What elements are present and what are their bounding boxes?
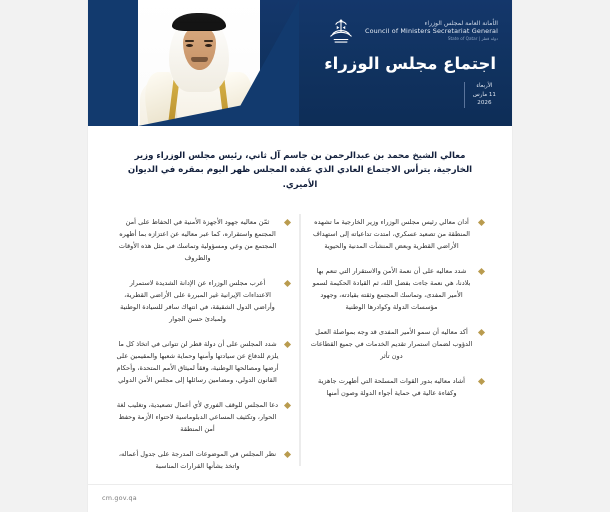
list-item-text: شدد معاليه على أن نعمة الأمن والاستقرار التي تنعم بها بلادنا، هي نعمة جاءت بفضل الله، ثم القيادة الحكيمة لسمو الأمير المفدى، وتماسك المجتمع وثقته بقيادته، وجهود مؤسسات الدولة وكوادرها الوطنية xyxy=(312,266,471,311)
brand-name-arabic: الأمانة العامة لمجلس الوزراء xyxy=(424,20,498,28)
list-item-text: شدد المجلس على أن دولة قطر لن تتوانى في اتخاذ كل ما يلزم للدفاع عن سيادتها وأمنها وحماية شعبها والمقيمين على أرضها ومصالحها الوطنية، وفقاً لميثاق الأمم المتحدة، وأحكام القانون الدولي، ومضامين رسائلها إلى مجلس الأمن الدولي xyxy=(116,339,279,384)
qatar-state-crest-icon xyxy=(324,14,358,48)
header-banner xyxy=(88,0,512,126)
list-item xyxy=(310,216,484,252)
column-divider xyxy=(300,214,301,466)
list-item-text: ثمّن معاليه جهود الأجهزة الأمنية في الحفاظ على أمن المجتمع واستقراره، كما عبر معاليه عن اعتزازه بما أظهره المجتمع من وعي ومسؤولية وتماسك في مثل هذه الأوقات والظروف xyxy=(118,217,277,262)
diamond-bullet-icon xyxy=(478,328,485,335)
headline-text: معالي الشيخ محمد بن عبدالرحمن بن جاسم آل ثاني، رئيس مجلس الوزراء وزير الخارجية، يترأس الاجتماع العادي الذي عقده المجلس ظهر اليوم بمقره في الديوان الأميري. xyxy=(127,150,473,191)
list-item xyxy=(116,448,290,472)
page-title: اجتماع مجلس الوزراء xyxy=(324,54,496,73)
date-block xyxy=(464,82,496,108)
infographic-card xyxy=(88,0,512,512)
list-item xyxy=(310,375,484,399)
footer-bar xyxy=(88,484,512,512)
column-left xyxy=(106,216,300,485)
diamond-bullet-icon xyxy=(478,377,485,384)
date-day-month: 11 مارس xyxy=(472,91,496,98)
diamond-bullet-icon xyxy=(284,450,291,457)
portrait-brow-right xyxy=(204,40,213,42)
list-item-text: دعا المجلس للوقف الفوري لأي أعمال تصعيدية، وتغليب لغة الحوار، وتكثيف المساعي الدبلوماسية لاحتواء الأزمة وحفظ أمن المنطقة xyxy=(116,400,279,433)
diamond-bullet-icon xyxy=(284,401,291,408)
list-item-text: أدان معالي رئيس مجلس الوزراء وزير الخارجية ما تشهده المنطقة من تصعيد عسكري، امتدت تداعياته إلى استهداف الأراضي القطرية وبعض المنشآت المدنية والحيوية xyxy=(312,217,471,250)
list-item xyxy=(116,338,290,386)
diamond-bullet-icon xyxy=(478,218,485,225)
diamond-bullet-icon xyxy=(478,267,485,274)
list-item-text: أشاد معاليه بدور القوات المسلحة التي أظهرت جاهزية وكفاءة عالية في حماية أجواء الدولة وصون أمنها xyxy=(318,376,465,397)
brand-name-english: Council of Ministers Secretariat General xyxy=(364,27,498,36)
bullet-columns xyxy=(88,202,512,485)
diamond-bullet-icon xyxy=(284,218,291,225)
list-item-text: أكد معاليه أن سمو الأمير المفدى قد وجه بمواصلة العمل الدؤوب لضمان استمرار تقديم الخدمات في جميع القطاعات دون تأثر xyxy=(310,327,473,360)
headline-section xyxy=(88,126,512,193)
portrait-moustache xyxy=(191,57,208,62)
list-item xyxy=(310,265,484,313)
column-right xyxy=(300,216,494,485)
list-item-text: نظر المجلس في الموضوعات المدرجة على جدول أعماله، واتخذ بشأنها القرارات المناسبة xyxy=(118,449,277,470)
footer-website-url[interactable]: cm.gov.qa xyxy=(102,494,137,502)
header-left-strip xyxy=(88,0,138,126)
diamond-bullet-icon xyxy=(284,340,291,347)
brand-name-sub: دولة قطر | State of Qatar xyxy=(447,35,498,41)
list-item-text: أعرب مجلس الوزراء عن الإدانة الشديدة لاستمرار الاعتداءات الإيرانية غير المبررة على الأراضي القطرية، وأراضي الدول الشقيقة، في انتهاك سافر للسيادة الوطنية ولمبادئ حسن الجوار xyxy=(120,278,275,323)
portrait-brow-left xyxy=(185,40,194,42)
list-item xyxy=(116,399,290,435)
date-lines xyxy=(471,82,496,108)
list-item xyxy=(310,326,484,362)
portrait-eye-right xyxy=(205,44,212,47)
portrait-eye-left xyxy=(186,44,193,47)
portrait-agal-lower xyxy=(174,23,224,30)
diamond-bullet-icon xyxy=(284,279,291,286)
brand-text xyxy=(365,20,498,41)
date-divider xyxy=(464,82,465,108)
brand-lockup xyxy=(324,14,498,48)
date-year: 2026 xyxy=(477,100,492,107)
date-day-name: الأربعاء xyxy=(476,83,493,89)
list-item xyxy=(116,277,290,325)
list-item xyxy=(116,216,290,264)
